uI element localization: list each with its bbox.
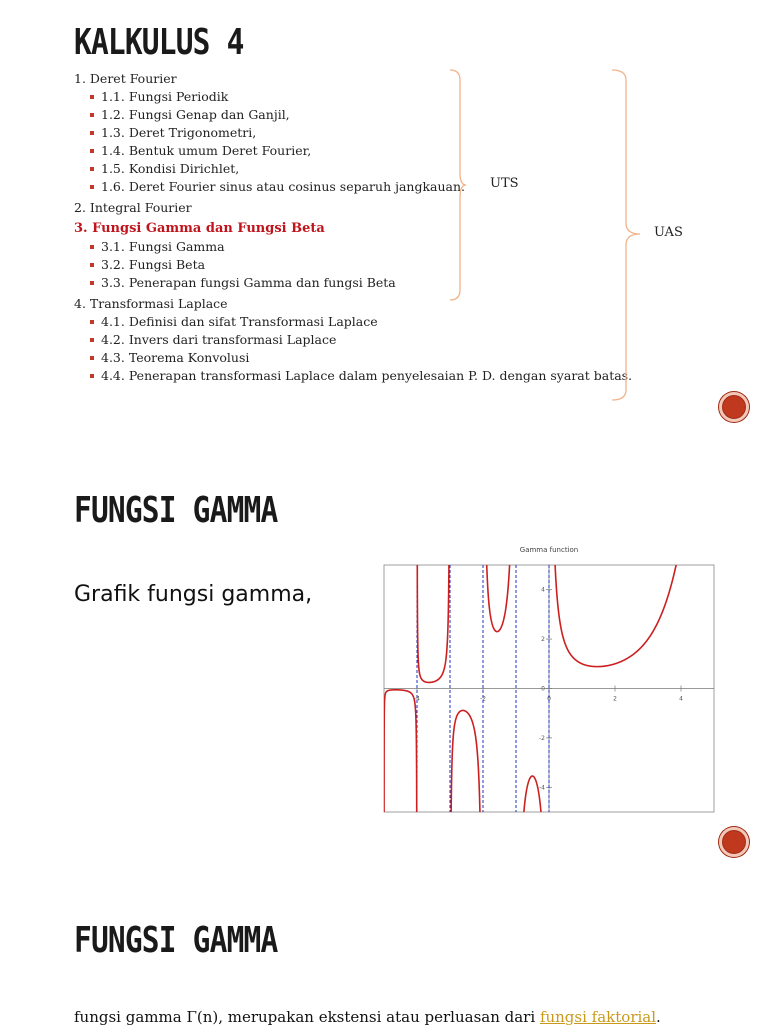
outline-subitem: 1.4. Bentuk umum Deret Fourier,	[88, 142, 632, 160]
outline-subitem: 1.5. Kondisi Dirichlet,	[88, 160, 632, 178]
outline-subitems	[74, 88, 632, 196]
outline-subitem: 1.3. Deret Trigonometri,	[88, 124, 632, 142]
definition-text-end: .	[656, 1008, 661, 1026]
outline-subitems	[74, 313, 632, 385]
y-tick-label: 2	[541, 636, 545, 644]
outline-subitem: 4.2. Invers dari transformasi Laplace	[88, 331, 632, 349]
x-tick-label: 4	[679, 695, 683, 703]
y-tick-label: -2	[539, 734, 545, 742]
outline-subitem: 3.1. Fungsi Gamma	[88, 238, 632, 256]
outline-section: 4. Transformasi Laplace	[74, 296, 228, 311]
outline-subitem: 4.4. Penerapan transformasi Laplace dalam penyelesaian P. D. dengan syarat batas.	[88, 367, 632, 385]
slide-title: KALKULUS 4	[74, 22, 244, 63]
y-tick-label: 0	[541, 685, 545, 693]
next-slide-button[interactable]	[719, 392, 749, 422]
factorial-function-link[interactable]: fungsi faktorial	[539, 1008, 657, 1026]
slide-outline	[0, 0, 768, 440]
definition-text-start: fungsi gamma Γ(n), merupakan ekstensi atau perluasan dari	[74, 1008, 540, 1026]
outline-subitem: 4.3. Teorema Konvolusi	[88, 349, 632, 367]
next-slide-button[interactable]	[719, 827, 749, 857]
outline-subitem: 1.1. Fungsi Periodik	[88, 88, 632, 106]
course-outline	[74, 70, 632, 385]
uts-bracket	[448, 68, 468, 302]
outline-subitem: 3.2. Fungsi Beta	[88, 256, 632, 274]
outline-section: 1. Deret Fourier	[74, 71, 177, 86]
gamma-chart	[380, 540, 720, 824]
uts-label: UTS	[490, 176, 519, 191]
outline-section: 2. Integral Fourier	[74, 200, 192, 215]
x-tick-label: 2	[613, 695, 617, 703]
x-tick-label: -4	[414, 695, 420, 703]
outline-subitems	[74, 238, 632, 292]
x-tick-label: 0	[547, 695, 551, 703]
slide-title: FUNGSI GAMMA	[74, 920, 278, 961]
slide-title: FUNGSI GAMMA	[74, 490, 278, 531]
uas-label: UAS	[654, 225, 683, 240]
x-tick-label: -2	[480, 695, 486, 703]
outline-subitem: 1.6. Deret Fourier sinus atau cosinus separuh jangkauan.	[88, 178, 632, 196]
uas-bracket	[610, 68, 642, 402]
outline-section: 3. Fungsi Gamma dan Fungsi Beta	[74, 221, 325, 236]
chart-title: Gamma function	[519, 546, 579, 554]
slide-gamma-definition	[0, 880, 768, 1024]
y-tick-label: 4	[541, 586, 545, 594]
outline-subitem: 4.1. Definisi dan sifat Transformasi Laplace	[88, 313, 632, 331]
outline-subitem: 3.3. Penerapan fungsi Gamma dan fungsi Beta	[88, 274, 632, 292]
gamma-chart-svg	[380, 540, 720, 820]
y-tick-label: -4	[539, 784, 545, 792]
gamma-definition-text	[74, 1008, 661, 1026]
outline-subitem: 1.2. Fungsi Genap dan Ganjil,	[88, 106, 632, 124]
graph-caption: Grafik fungsi gamma,	[74, 582, 313, 607]
